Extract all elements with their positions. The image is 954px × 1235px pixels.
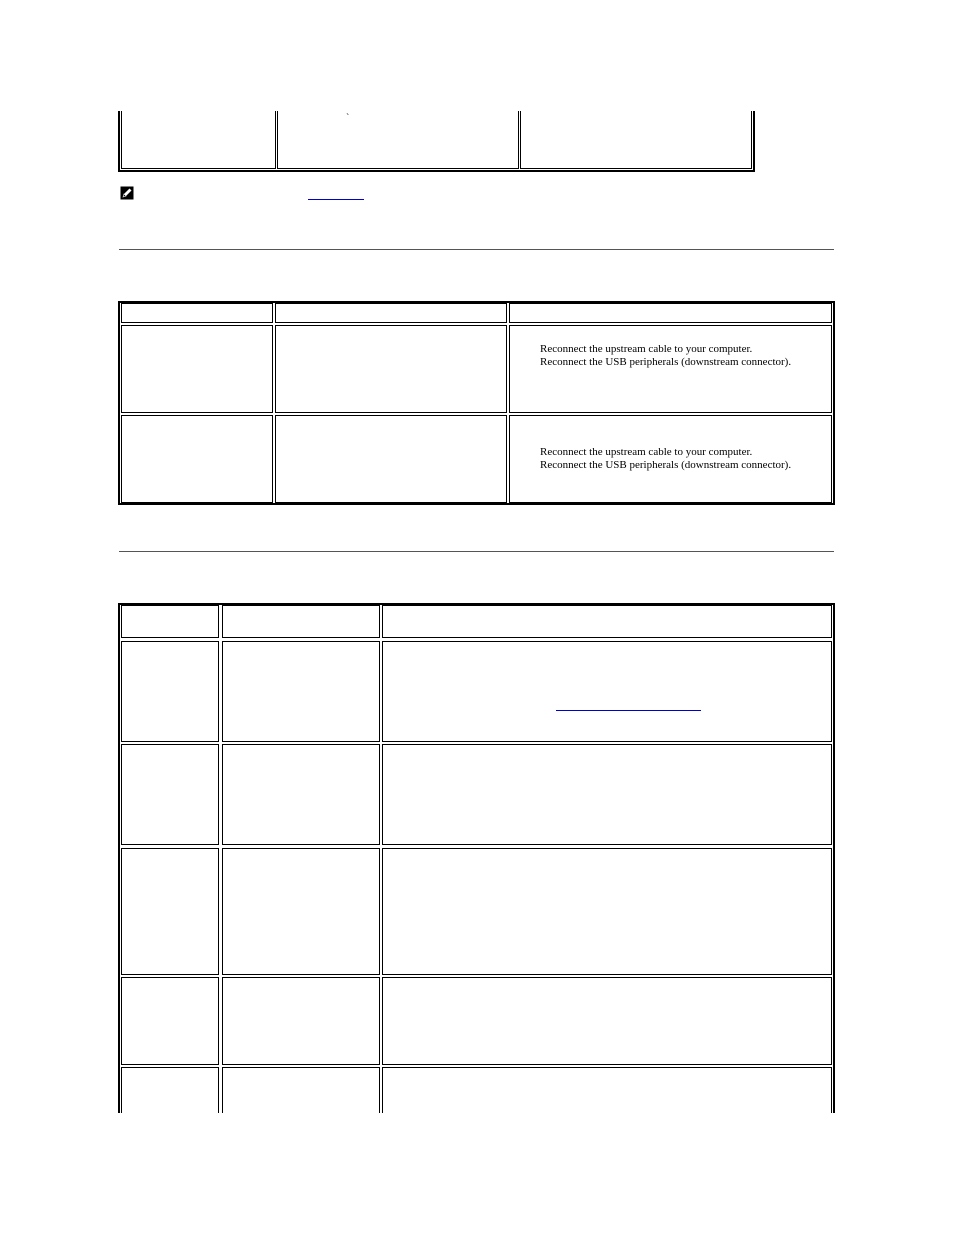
lower-table-row-4-cell-3	[382, 977, 832, 1065]
usb-row-2-solution-line-2: Reconnect the USB peripherals (downstream connector).	[540, 459, 792, 471]
lower-table-row-1-cell-2	[222, 641, 380, 742]
note-pencil-icon	[120, 186, 134, 200]
usb-table-row-1-cell-1	[121, 325, 273, 413]
top-table-cell-1	[121, 111, 276, 169]
lower-table-header-cell-2	[222, 605, 380, 638]
usb-table-row-1-cell-2	[275, 325, 507, 413]
lower-table-header-cell-3	[382, 605, 832, 638]
lower-row-1-link[interactable]	[556, 710, 701, 711]
lower-table-row-2-cell-1	[121, 744, 219, 845]
lower-table-row-5-cell-3	[382, 1067, 832, 1113]
top-table-cell-2	[277, 111, 519, 169]
lower-table-row-4-cell-2	[222, 977, 380, 1065]
lower-table-header-cell-1	[121, 605, 219, 638]
lower-table-row-5-cell-1	[121, 1067, 219, 1113]
usb-table-row-1-cell-3	[509, 325, 832, 413]
top-table-cell-3	[520, 111, 752, 169]
usb-table-header-cell-2	[275, 303, 507, 323]
lower-table-row-2-cell-3	[382, 744, 832, 845]
lower-table-row-3-cell-1	[121, 848, 219, 975]
usb-row-2-solution-line-1: Reconnect the upstream cable to your computer.	[540, 446, 753, 458]
usb-table-row-2-cell-2	[275, 415, 507, 503]
note-link[interactable]	[308, 199, 364, 200]
lower-table-row-3-cell-2	[222, 848, 380, 975]
lower-table-row-4-cell-1	[121, 977, 219, 1065]
section-divider	[119, 551, 834, 552]
lower-table-row-2-cell-2	[222, 744, 380, 845]
usb-row-1-solution-line-2: Reconnect the USB peripherals (downstream connector).	[540, 356, 792, 368]
usb-table-header-cell-3	[509, 303, 832, 323]
usb-table-header-cell-1	[121, 303, 273, 323]
lower-table-row-1-cell-1	[121, 641, 219, 742]
lower-table-row-3-cell-3	[382, 848, 832, 975]
usb-table-row-2-cell-1	[121, 415, 273, 503]
top-table-mark: `	[346, 113, 350, 124]
lower-table-row-5-cell-2	[222, 1067, 380, 1113]
lower-table-row-1-cell-3	[382, 641, 832, 742]
usb-row-1-solution-line-1: Reconnect the upstream cable to your computer.	[540, 343, 753, 355]
section-divider	[119, 249, 834, 250]
